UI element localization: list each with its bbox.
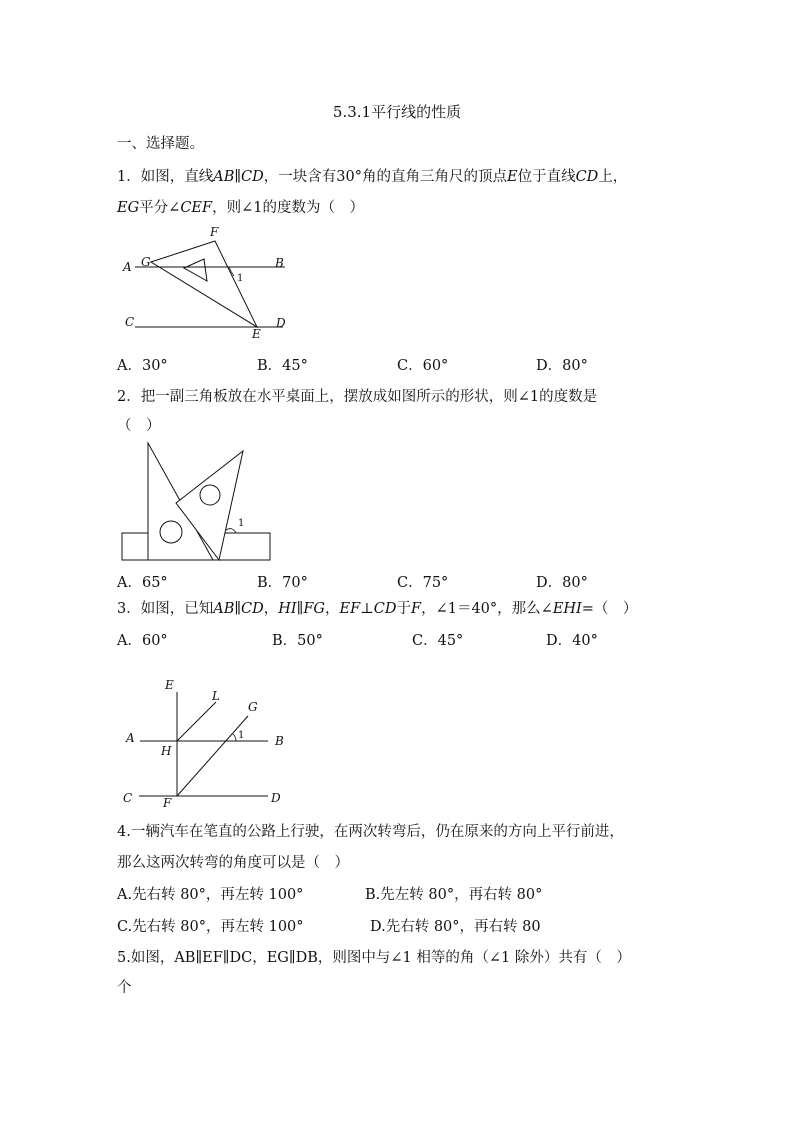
q4-line2: 那么这两次转弯的角度可以是（ ） (117, 855, 349, 871)
q3-label-e: E (165, 678, 174, 692)
page-title: 5.3.1平行线的性质 (332, 103, 462, 121)
q1-option-b: B．45° (257, 358, 308, 374)
q3-option-b: B．50° (272, 633, 323, 649)
q2-line2: （ ） (117, 418, 161, 434)
q2-line1: 2．把一副三角板放在水平桌面上，摆放成如图所示的形状，则∠1的度数是 (117, 389, 598, 405)
q2-option-a: A．65° (117, 575, 168, 591)
q3-label-1: 1 (238, 730, 245, 741)
q1-label-a: A (123, 260, 132, 274)
q3-option-d: D．40° (546, 633, 598, 649)
q3-option-c: C．45° (412, 633, 464, 649)
q5-line2: 个 (117, 980, 132, 996)
q2-option-d: D．80° (536, 575, 588, 591)
q1-line1: 1．如图，直线AB∥CD，一块含有30°角的直角三角尺的顶点E位于直线CD上， (117, 169, 628, 185)
q4-option-b: B.先左转 80°，再右转 80° (365, 887, 543, 903)
q1-label-1: 1 (237, 273, 244, 284)
q2-option-b: B．70° (257, 575, 308, 591)
q1-label-d: D (276, 316, 286, 330)
q4-option-c: C.先右转 80°，再左转 100° (117, 919, 304, 935)
q4-option-d: D.先右转 80°，再右转 80 (370, 919, 541, 935)
q2-option-c: C．75° (397, 575, 449, 591)
q1-label-g: G (141, 255, 151, 269)
q4-option-a: A.先右转 80°，再左转 100° (117, 887, 304, 903)
q1-option-d: D．80° (536, 358, 588, 374)
q1-line2: EG平分∠CEF，则∠1的度数为（ ） (117, 200, 364, 216)
q1-label-f: F (210, 225, 219, 239)
q3-label-l: L (212, 689, 220, 703)
q3-label-d: D (271, 791, 281, 805)
q3-line1: 3．如图，已知AB∥CD，HI∥FG，EF⊥CD于F，∠1＝40°，那么∠EHI=（ ） (117, 601, 638, 617)
q1-label-b: B (275, 256, 284, 270)
q3-label-c: C (123, 791, 133, 805)
q1-label-e: E (252, 327, 261, 341)
q3-label-h: H (161, 744, 172, 758)
q1-option-c: C．60° (397, 358, 449, 374)
q3-label-g: G (248, 700, 258, 714)
q5-line1: 5.如图，AB∥EF∥DC，EG∥DB，则图中与∠1 相等的角（∠1 除外）共有（ ） (117, 950, 631, 966)
q4-line1: 4.一辆汽车在笔直的公路上行驶，在两次转弯后，仍在原来的方向上平行前进， (117, 824, 624, 840)
q3-label-a: A (126, 731, 135, 745)
q3-label-b: B (275, 734, 284, 748)
q3-option-a: A．60° (117, 633, 168, 649)
q1-option-a: A．30° (117, 358, 168, 374)
section-heading: 一、选择题。 (117, 136, 204, 152)
q3-label-f: F (163, 796, 172, 810)
q2-label-1: 1 (238, 518, 245, 529)
q1-label-c: C (125, 315, 135, 329)
